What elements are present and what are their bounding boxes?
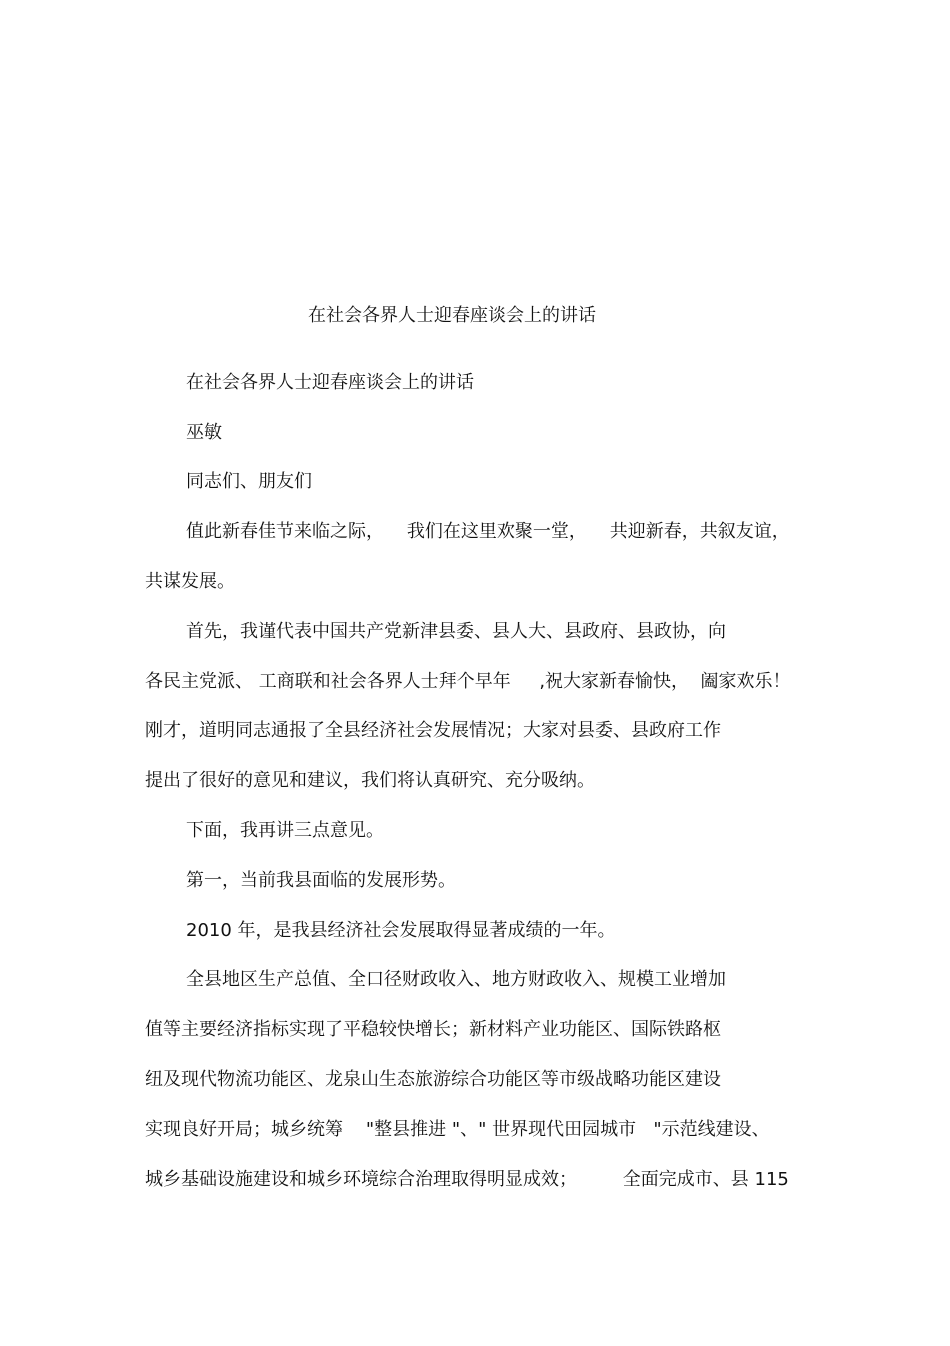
paragraph-line: 值等主要经济指标实现了平稳较快增长；新材料产业功能区、国际铁路枢 <box>145 1019 721 1040</box>
paragraph-line: 全县地区生产总值、全口径财政收入、地方财政收入、规模工业增加 <box>186 969 726 990</box>
paragraph-line: 巫敏 <box>186 422 222 443</box>
paragraph-line: 值此新春佳节来临之际， 我们在这里欢聚一堂， 共迎新春，共叙友谊， <box>186 521 790 542</box>
paragraph-line: 2010 年，是我县经济社会发展取得显著成绩的一年。 <box>186 920 616 941</box>
paragraph-line: 同志们、朋友们 <box>186 471 312 492</box>
paragraph-line: 共谋发展。 <box>145 571 235 592</box>
paragraph-line: 下面，我再讲三点意见。 <box>186 820 384 841</box>
paragraph-line: 各民主党派、 工商联和社会各界人士拜个早年 ,祝大家新春愉快， 阖家欢乐！ <box>145 671 791 692</box>
paragraph-line: 首先，我谨代表中国共产党新津县委、县人大、县政府、县政协，向 <box>186 621 726 642</box>
paragraph-line: 在社会各界人士迎春座谈会上的讲话 <box>186 372 474 393</box>
paragraph-line: 城乡基础设施建设和城乡环境综合治理取得明显成效； 全面完成市、县 115 <box>145 1169 789 1190</box>
paragraph-line: 第一，当前我县面临的发展形势。 <box>186 870 456 891</box>
document-title: 在社会各界人士迎春座谈会上的讲话 <box>308 305 596 326</box>
paragraph-line: 纽及现代物流功能区、龙泉山生态旅游综合功能区等市级战略功能区建设 <box>145 1069 721 1090</box>
paragraph-line: 实现良好开局；城乡统筹 "整县推进 "、" 世界现代田园城市 "示范线建设、 <box>145 1119 770 1140</box>
paragraph-line: 刚才，道明同志通报了全县经济社会发展情况；大家对县委、县政府工作 <box>145 720 721 741</box>
paragraph-line: 提出了很好的意见和建议，我们将认真研究、充分吸纳。 <box>145 770 595 791</box>
